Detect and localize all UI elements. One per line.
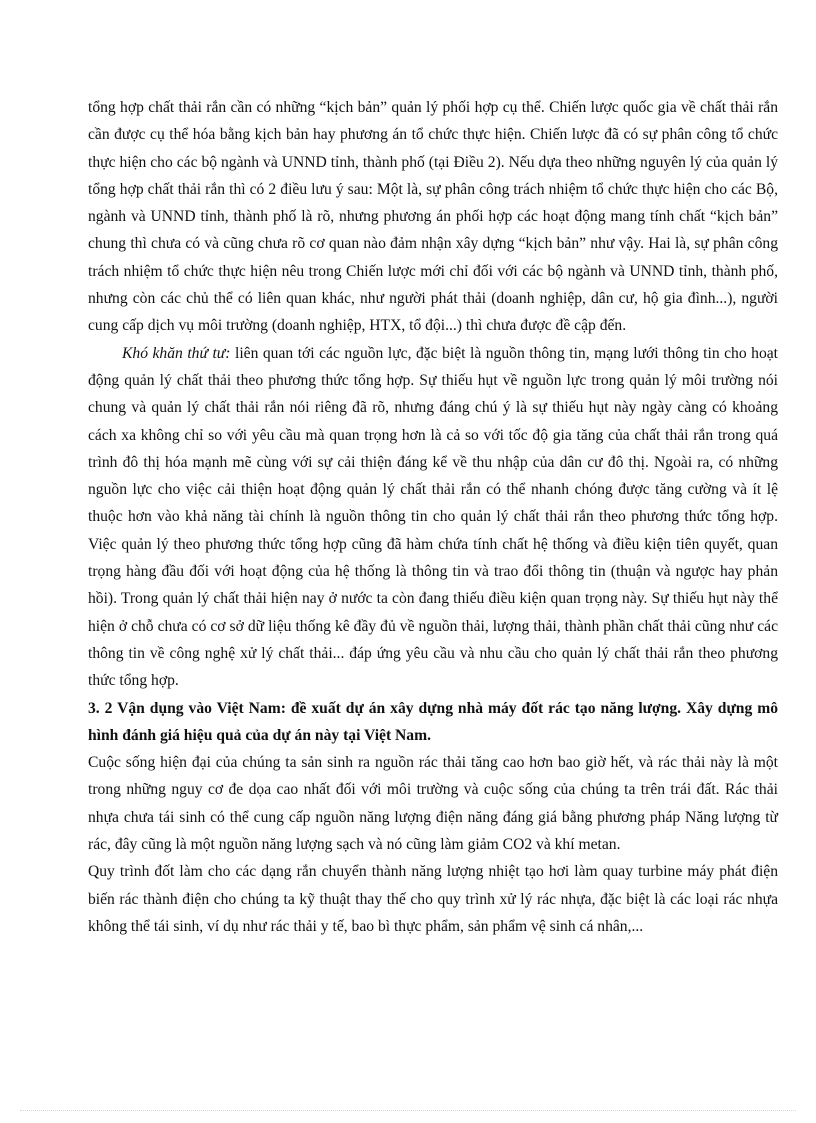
- section-heading: 3. 2 Vận dụng vào Việt Nam: đề xuất dự án xây dựng nhà máy đốt rác tạo năng lượng. Xây dựng mô hình đánh giá hiệu quả của dự án này tại Việt Nam.: [88, 699, 778, 744]
- fourth-difficulty-lead: Khó khăn thứ tư:: [122, 344, 231, 362]
- document-page: [88, 94, 778, 940]
- paragraph-incineration: Quy trình đốt làm cho các dạng rắn chuyển thành năng lượng nhiệt tạo hơi làm quay turbine máy phát điện biến rác thành điện cho chúng ta kỹ thuật thay thế cho quy trình xử lý rác nhựa, đặc biệt là các loại rác nhựa không thể tái sinh, ví dụ như rác thải y tế, bao bì thực phẩm, sản phẩm vệ sinh cá nhân,...: [88, 863, 778, 935]
- paragraph-modern-life: Cuộc sống hiện đại của chúng ta sản sinh ra nguồn rác thải tăng cao hơn bao giờ hết, và rác thải này là một trong những nguy cơ đe dọa cao nhất đối với môi trường và cuộc sống của chúng ta trên trái đất. Rác thải nhựa chưa tái sinh có thể cung cấp nguồn năng lượng điện năng đáng giá bằng phương pháp Năng lượng từ rác, đây cũng là một nguồn năng lượng sạch và nó cũng làm giảm CO2 và khí metan.: [88, 754, 778, 854]
- paragraph-fourth-difficulty: [88, 340, 778, 695]
- fourth-difficulty-body: liên quan tới các nguồn lực, đặc biệt là nguồn thông tin, mạng lưới thông tin cho hoạt động quản lý chất thải theo phương thức tổng hợp. Sự thiếu hụt về nguồn lực trong quản lý môi trường nói chung và quản lý chất thải rắn nói riêng đã rõ, nhưng đáng chú ý là sự thiếu hụt này ngày càng có khoảng cách xa không chỉ so với yêu cầu mà quan trọng hơn là cả so với tốc độ gia tăng của chất thải rắn trong quá trình đô thị hóa mạnh mẽ cùng với sự cải thiện đáng kể về thu nhập của dân cư đô thị. Ngoài ra, có những nguồn lực cho việc cải thiện hoạt động quản lý chất thải rắn có thể nhanh chóng được tăng cường và ít lệ thuộc hơn vào khả năng tài chính là nguồn thông tin cho quản lý chất thải rắn theo phương thức tổng hợp. Việc quản lý theo phương thức tổng hợp cũng đã hàm chứa tính chất hệ thống và điều kiện tiên quyết, quan trọng hàng đầu đối với hoạt động của hệ thống là thông tin và trao đổi thông tin (thuận và ngược hay phản hồi). Trong quản lý chất thải hiện nay ở nước ta còn đang thiếu điều kiện quan trọng này. Sự thiếu hụt này thể hiện ở chỗ chưa có cơ sở dữ liệu thống kê đầy đủ về nguồn thải, lượng thải, thành phần chất thải cũng như các thông tin về công nghệ xử lý chất thải... đáp ứng yêu cầu và nhu cầu cho quản lý chất thải rắn theo phương thức tổng hợp.: [88, 344, 778, 690]
- paragraph-strategy: tổng hợp chất thải rắn cần có những “kịch bản” quản lý phối hợp cụ thể. Chiến lược quốc gia về chất thải rắn cần được cụ thể hóa bằng kịch bản hay phương án tổ chức thực hiện. Chiến lược đã có sự phân công tổ chức thực hiện cho các bộ ngành và UNND tỉnh, thành phố (tại Điều 2). Nếu dựa theo những nguyên lý của quản lý tổng hợp chất thải rắn thì có 2 điều lưu ý sau: Một là, sự phân công trách nhiệm tổ chức thực hiện cho các Bộ, ngành và UNND tỉnh, thành phố là rõ, nhưng phương án phối hợp các hoạt động mang tính chất “kịch bản” chung thì chưa có và cũng chưa rõ cơ quan nào đảm nhận xây dựng “kịch bản” như vậy. Hai là, sự phân công trách nhiệm tổ chức thực hiện nêu trong Chiến lược mới chỉ đối với các bộ ngành và UNND tỉnh, thành phố, nhưng còn các chủ thể có liên quan khác, như người phát thải (doanh nghiệp, dân cư, hộ gia đình...), người cung cấp dịch vụ môi trường (doanh nghiệp, HTX, tổ đội...) thì chưa được đề cập đến.: [88, 99, 778, 335]
- page-bottom-divider: [20, 1110, 796, 1111]
